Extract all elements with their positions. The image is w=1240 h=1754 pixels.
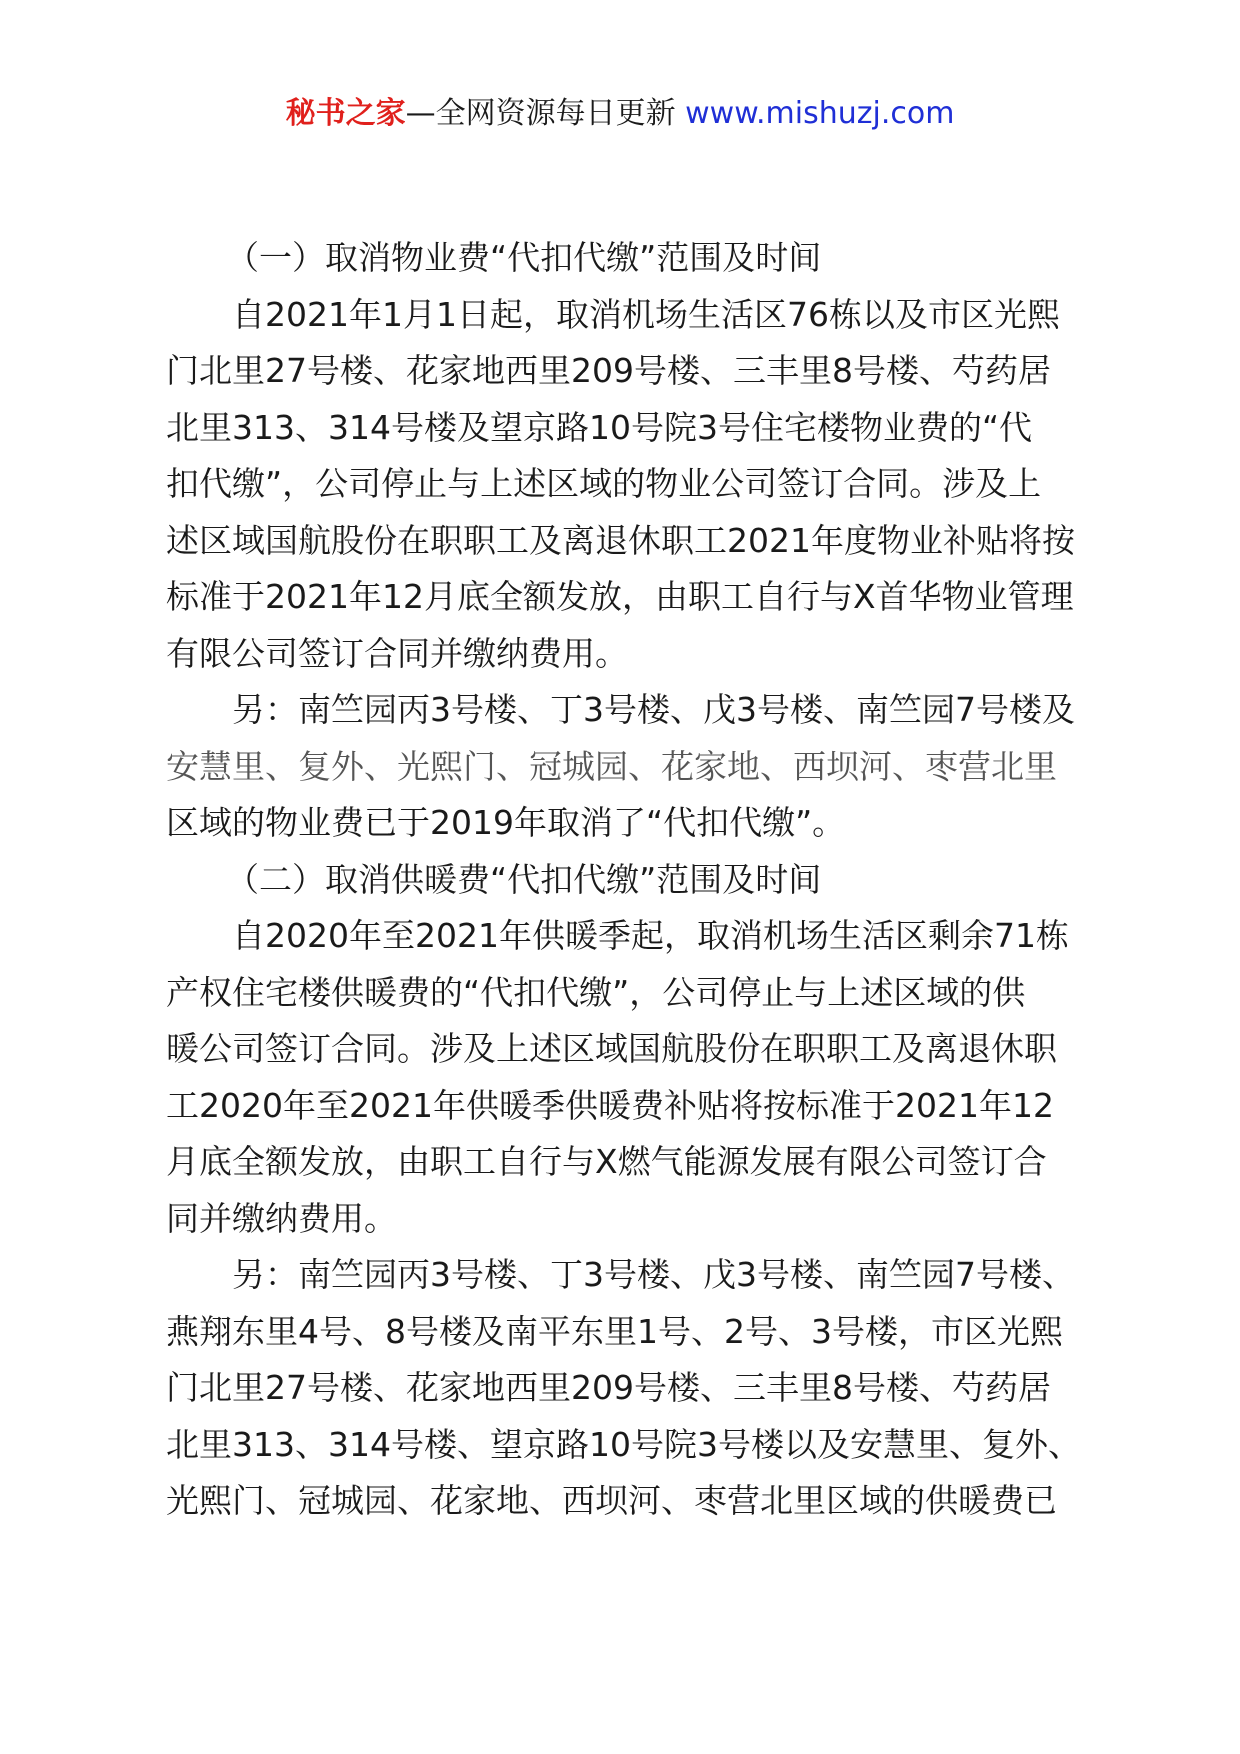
paragraph-line: 工2020年至2021年供暖季供暖费补贴将按标准于2021年12: [166, 1085, 1054, 1125]
document-body: [166, 230, 1086, 1530]
paragraph-line: 区域的物业费已于2019年取消了“代扣代缴”。: [166, 803, 846, 842]
paragraph-line: 同并缴纳费用。: [166, 1198, 397, 1238]
header-slogan: —全网资源每日更新: [405, 96, 686, 131]
paragraph-line: 安慧里、复外、光熙门、冠城园、花家地、西坝河、枣营北里: [166, 746, 1057, 786]
website-link[interactable]: www.mishuzj.com: [685, 96, 955, 131]
paragraph-line: 述区域国航股份在职职工及离退休职工2021年度物业补贴将按: [166, 520, 1075, 560]
paragraph-line: 北里313、314号楼、望京路10号院3号楼以及安慧里、复外、: [166, 1424, 1081, 1464]
section-heading-property-fee: （一）取消物业费“代扣代缴”范围及时间: [226, 238, 822, 277]
paragraph-line: 月底全额发放，由职工自行与X燃气能源发展有限公司签订合: [166, 1142, 1047, 1181]
paragraph-line: 暖公司签订合同。涉及上述区域国航股份在职职工及离退休职: [166, 1029, 1057, 1068]
section-heading-heating-fee: （二）取消供暖费“代扣代缴”范围及时间: [226, 859, 822, 899]
paragraph-line: 北里313、314号楼及望京路10号院3号住宅楼物业费的“代: [166, 407, 1033, 447]
paragraph-line: 光熙门、冠城园、花家地、西坝河、枣营北里区域的供暖费已: [166, 1481, 1057, 1520]
paragraph-line: 另：南竺园丙3号楼、丁3号楼、戊3号楼、南竺园7号楼、: [232, 1255, 1075, 1294]
paragraph-line: 产权住宅楼供暖费的“代扣代缴”，公司停止与上述区域的供: [166, 972, 1026, 1012]
paragraph-line: 自2021年1月1日起，取消机场生活区76栋以及市区光熙: [232, 294, 1060, 334]
paragraph-line: 燕翔东里4号、8号楼及南平东里1号、2号、3号楼，市区光熙: [166, 1311, 1063, 1351]
brand-name: 秘书之家: [285, 96, 406, 131]
paragraph-line: 扣代缴”，公司停止与上述区域的物业公司签订合同。涉及上: [166, 464, 1042, 503]
page-header: [0, 94, 1240, 134]
paragraph-line: 标准于2021年12月底全额发放，由职工自行与X首华物业管理: [166, 577, 1074, 616]
paragraph-line: 自2020年至2021年供暖季起，取消机场生活区剩余71栋: [232, 916, 1069, 955]
paragraph-line: 门北里27号楼、花家地西里209号楼、三丰里8号楼、芍药居: [166, 1368, 1051, 1407]
paragraph-line: 有限公司签订合同并缴纳费用。: [166, 633, 628, 673]
paragraph-line: 门北里27号楼、花家地西里209号楼、三丰里8号楼、芍药居: [166, 351, 1051, 390]
paragraph-line: 另：南竺园丙3号楼、丁3号楼、戊3号楼、南竺园7号楼及: [232, 690, 1075, 729]
